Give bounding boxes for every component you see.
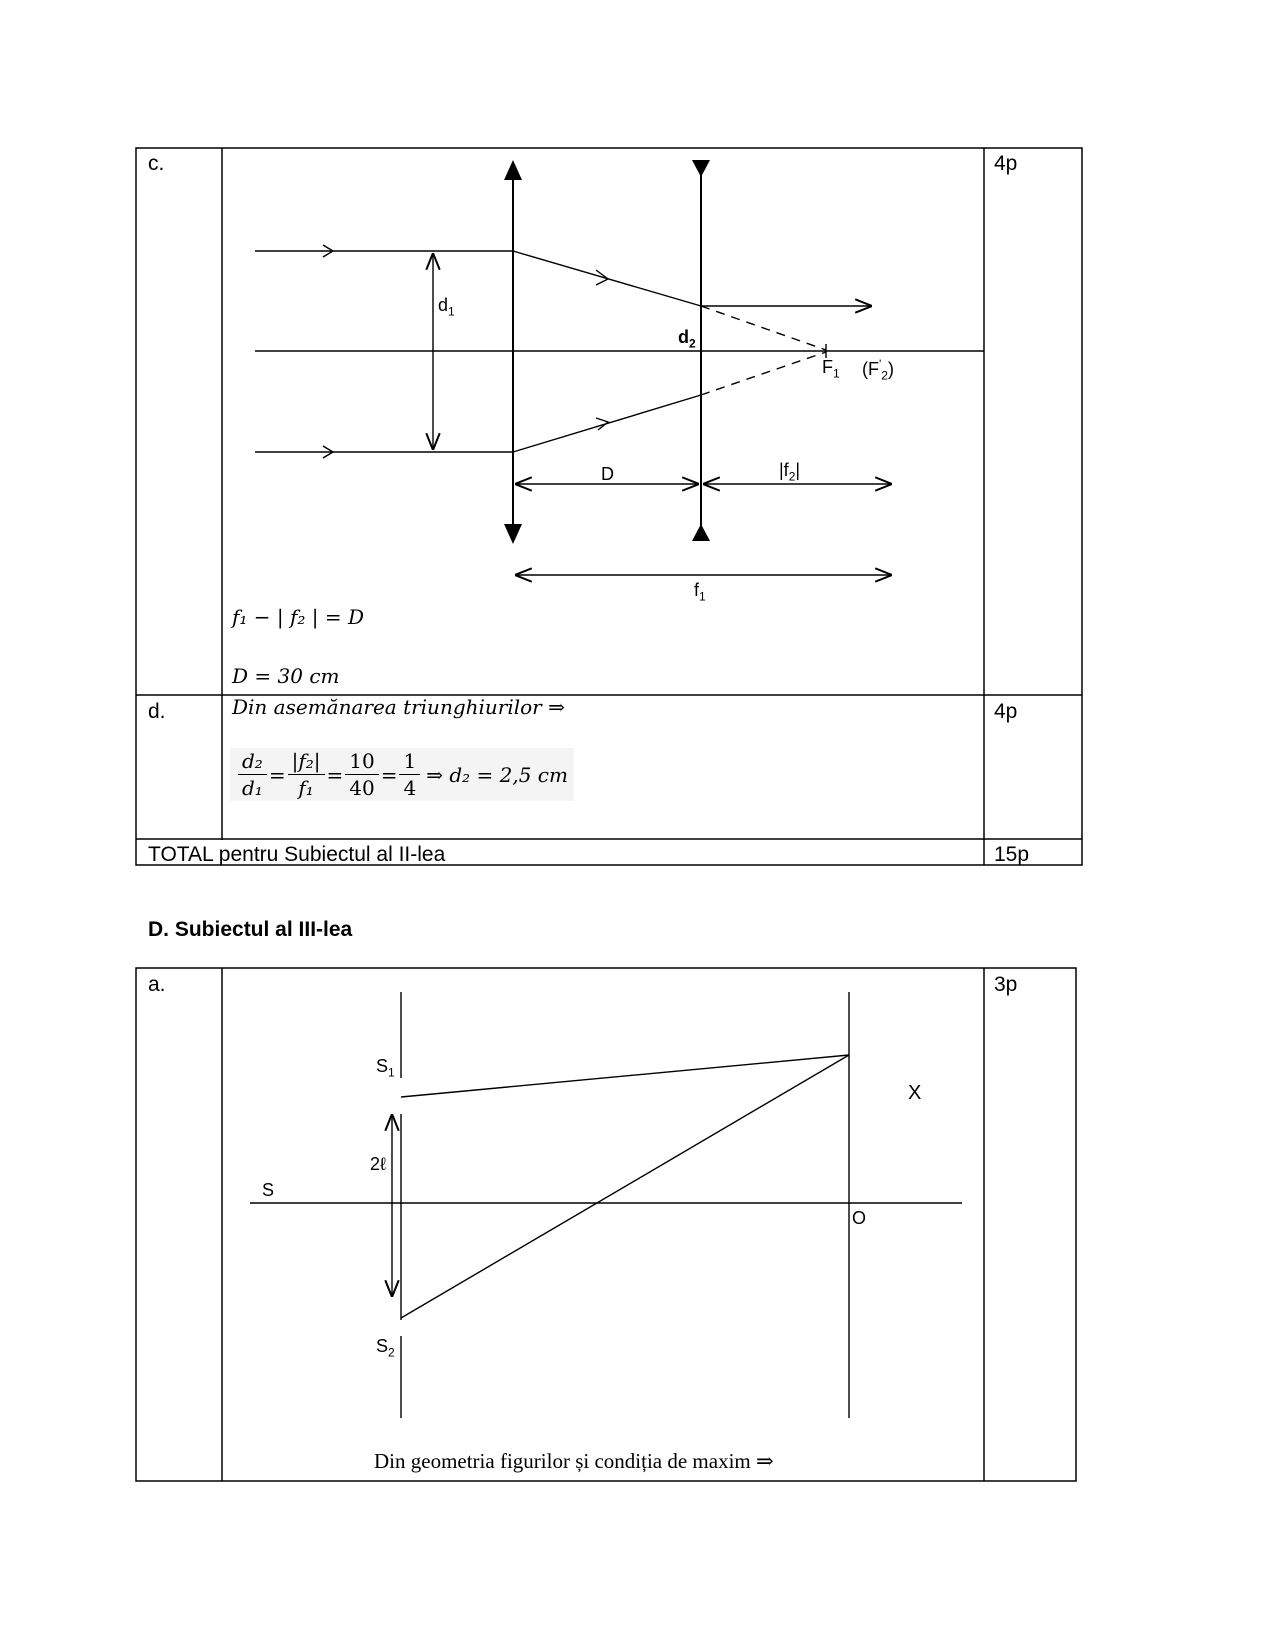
label-X: X bbox=[908, 1082, 922, 1104]
label-2l: 2ℓ bbox=[370, 1154, 386, 1174]
total-label: TOTAL pentru Subiectul al II-lea bbox=[148, 843, 446, 866]
label-d1: $d_1$ bbox=[438, 295, 455, 319]
label-F1: $F_1$ bbox=[822, 357, 840, 381]
label-f1: $f_1$ bbox=[694, 580, 706, 604]
label-S2: $S_2$ bbox=[376, 1336, 395, 1360]
label-S: S bbox=[262, 1180, 275, 1200]
geometry-caption: Din geometria figurilor și condiția de maxim ⇒ bbox=[374, 1449, 774, 1473]
label-D: D bbox=[601, 464, 614, 484]
section-heading: D. Subiectul al III-lea bbox=[148, 918, 353, 941]
row-d-points: 4p bbox=[994, 700, 1018, 723]
row-d-label: d. bbox=[148, 700, 166, 723]
row-c-label: c. bbox=[148, 152, 165, 175]
total-points: 15p bbox=[994, 843, 1030, 866]
similar-triangles-text: Din asemănarea triunghiurilor ⇒ bbox=[232, 695, 565, 719]
equation-d: $\frac{\text{d₂}}{\text{d₁}}$ = $\frac{\text{|f₂|}}{\text{f₁}}$ = $\frac{10}{40}$ = $\frac{1}{4}$ ⇒ d₂ = 2,5 cm bbox=[230, 748, 574, 801]
label-F2-prime: $(F'_2)$ bbox=[862, 357, 894, 383]
label-d2: $d_2$ bbox=[678, 327, 696, 351]
row-a-label: a. bbox=[148, 973, 166, 996]
label-O: O bbox=[852, 1208, 867, 1228]
equation-c-1: f₁ − | f₂ | = D bbox=[232, 605, 365, 629]
row-a-points: 3p bbox=[994, 973, 1018, 996]
label-S1: $S_1$ bbox=[376, 1056, 395, 1080]
label-f2-abs: $|f_2|$ bbox=[779, 460, 801, 484]
row-c-points: 4p bbox=[994, 152, 1018, 175]
equation-c-2: D = 30 cm bbox=[232, 664, 340, 688]
